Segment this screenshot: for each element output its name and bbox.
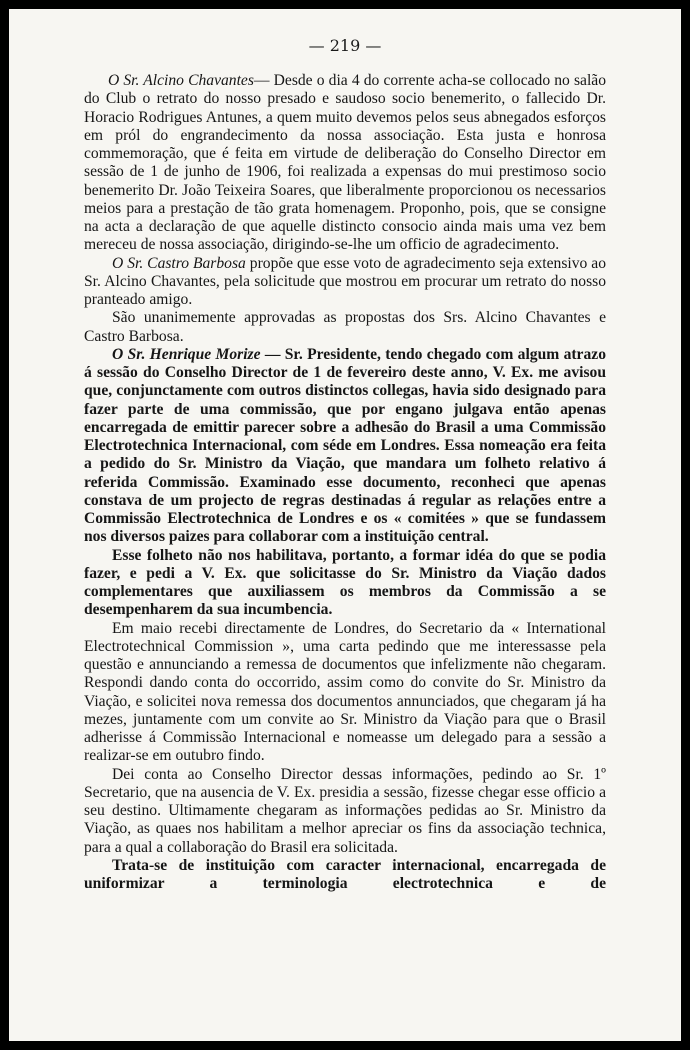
paragraph-london-letter <box>84 620 606 766</box>
paragraph-conselho-report <box>84 766 606 857</box>
paragraph-text: Esse folheto não nos habilitava, portanto, a formar idéa do que se podia fazer, e pedi a V. Ex. que solicitasse do Sr. Ministro da Viação dados complementares que auxiliassem os membros da Commissão a se desempenharem da sua incumbencia. <box>84 546 606 619</box>
paragraph-text: propõe que esse voto de agradecimento seja extensivo ao Sr. Alcino Chavantes, pela solicitude que mostrou em procurar um retrato do nosso pranteado amigo. <box>84 254 606 308</box>
paragraph-barbosa-proposal <box>84 255 606 310</box>
paragraph-text: Dei conta ao Conselho Director dessas informações, pedindo ao Sr. 1º Secretario, que na ausencia de V. Ex. presidia a sessão, fizesse chegar esse officio a seu destino. Ultimamente chegaram as informações pedidas ao Sr. Ministro da Viação, as quaes nos habilitam a melhor apreciar os fins da associação technica, para a qual a collaboração do Brasil era solicitada. <box>84 765 606 856</box>
book-page <box>9 9 681 1041</box>
body-text <box>84 72 606 893</box>
paragraph-approval <box>84 309 606 346</box>
speaker-name: O Sr. Henrique Morize <box>112 345 261 363</box>
paragraph-text: São unanimemente approvadas as propostas dos Srs. Alcino Chavantes e Castro Barbosa. <box>84 309 606 345</box>
paragraph-text: — Desde o dia 4 do corrente acha-se collocado no salão do Club o retrato do nosso presado e saudoso socio benemerito, o fallecido Dr. Horacio Rodrigues Antunes, a quem muito devemos pelos seus abnegados esforços em pról do engrandecimento da nossa associação. Esta justa e honrosa commemoração, que é feita em virtude de deliberação do Conselho Director em sessão de 1 de junho de 1906, foi realizada a expensas do mui prestimoso socio benemerito Dr. João Teixeira Soares, que liberalmente proporcionou os necessarios meios para a prestação de tão grata homenagem. Proponho, pois, que se consigne na acta a declaração de que aquelle distincto consocio ainda mais uma vez bem mereceu de nossa associação, dirigindo-se-lhe um officio de agradecimento. <box>84 72 606 254</box>
paragraph-morize-speech <box>84 346 606 547</box>
speaker-name: O Sr. Castro Barbosa <box>112 254 246 272</box>
speaker-name: O Sr. Alcino Chavantes <box>108 72 254 89</box>
paragraph-text: Trata-se de instituição com caracter internacional, encarregada de uniformizar a terminologia electrotechnica e de <box>84 856 606 892</box>
page-number: — 219 — <box>308 36 382 55</box>
paragraph-text: — Sr. Presidente, tendo chegado com algum atrazo á sessão do Conselho Director de 1 de fevereiro deste anno, V. Ex. me avisou que, conjunctamente com outros distinctos collegas, havia sido designado para fazer parte de uma commissão, que por engano julgava então apenas encarregada de emittir parecer sobre a adhesão do Brasil a uma Commissão Electrotechnica Internacional, com séde em Londres. Essa nomeação era feita a pedido do Sr. Ministro da Viação, que mandara um folheto relativo á referida Commissão. Examinado esse documento, reconheci que apenas constava de um projecto de regras destinadas á regular as relações entre a Commissão Electrotechnica de Londres e os « comitées » que se fundassem nos diversos paizes para collaborar com a instituição central. <box>84 345 606 546</box>
paragraph-international-body <box>84 857 606 894</box>
paragraph-chavantes-proposal <box>84 72 606 255</box>
paragraph-text: Em maio recebi directamente de Londres, do Secretario da « International Electrotechnical Commission », uma carta pedindo que me interessasse pela questão e annunciando a remessa de documentos que infelizmente não chegaram. Respondi dando conta do occorrido, assim como do convite do Sr. Ministro da Viação, e solicitei nova remessa dos documentos annunciados, que chegaram já ha mezes, juntamente com um convite ao Sr. Ministro da Viação para que o Brasil adherisse á Commissão Internacional e nomeasse um delegado para a sessão a realizar-se em outubro findo. <box>84 619 606 765</box>
paragraph-folheto <box>84 547 606 620</box>
